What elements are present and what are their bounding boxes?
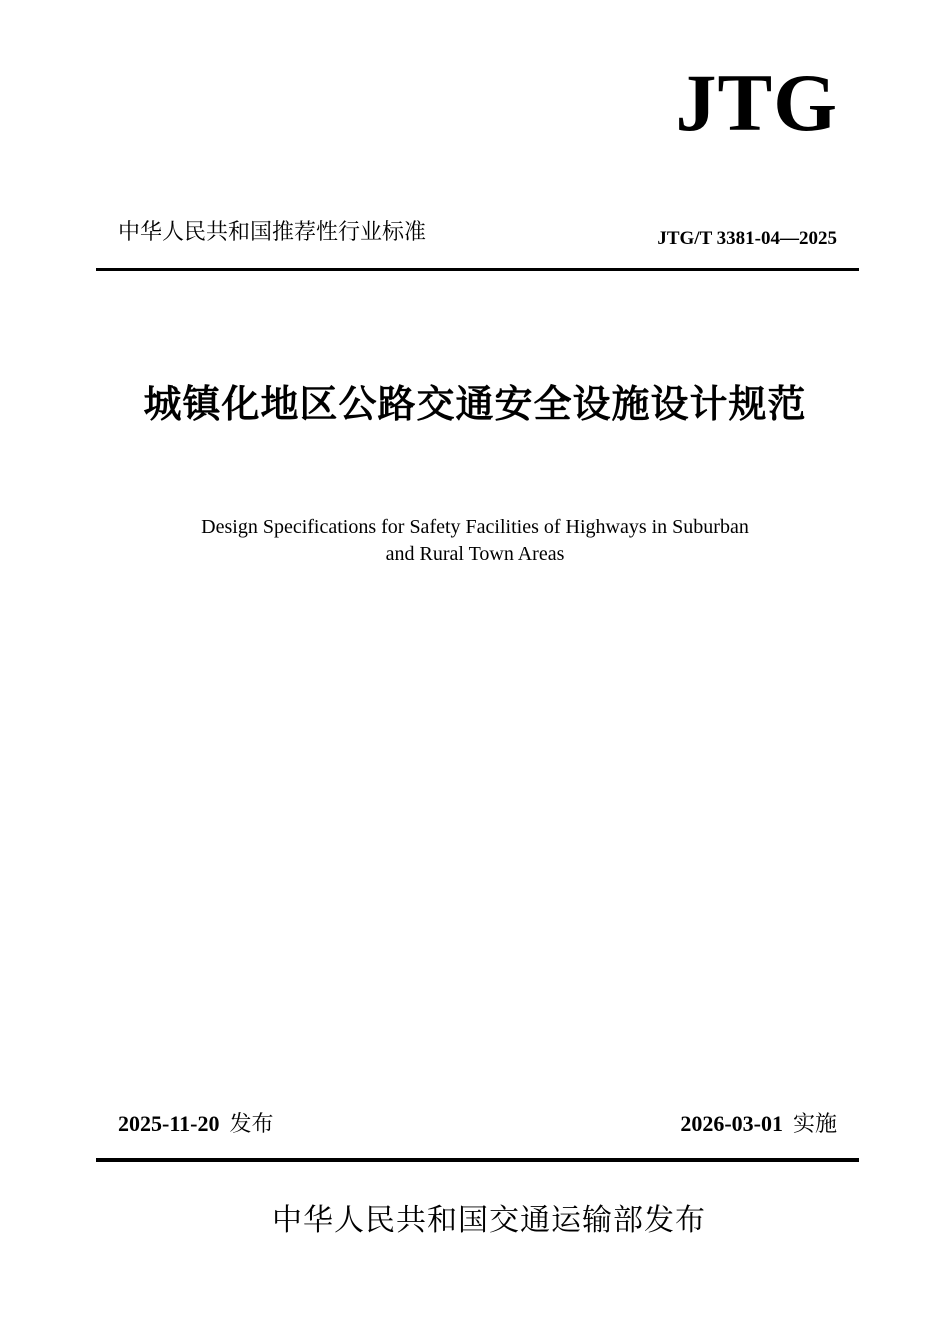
publisher: 中华人民共和国交通运输部发布 (272, 1203, 706, 1238)
document-title-chinese: 城镇化地区公路交通安全设施设计规范 (143, 381, 807, 426)
issue-date-block (118, 1113, 273, 1136)
document-title-english (0, 514, 950, 568)
issue-label: 发布 (229, 1112, 274, 1137)
bottom-divider (96, 1158, 859, 1162)
jtg-logo: JTG (675, 57, 838, 148)
english-title-line-2: and Rural Town Areas (385, 543, 565, 565)
top-divider (96, 268, 859, 271)
standard-code: JTG/T 3381-04—2025 (657, 228, 837, 249)
implementation-date-block (680, 1113, 837, 1136)
english-title-line-1: Design Specifications for Safety Facilities of Highways in Suburban (201, 516, 749, 538)
implementation-label: 实施 (792, 1112, 837, 1137)
implementation-date: 2026-03-01 (680, 1111, 783, 1136)
standard-type-label: 中华人民共和国推荐性行业标准 (118, 220, 427, 245)
issue-date: 2025-11-20 (118, 1111, 220, 1136)
